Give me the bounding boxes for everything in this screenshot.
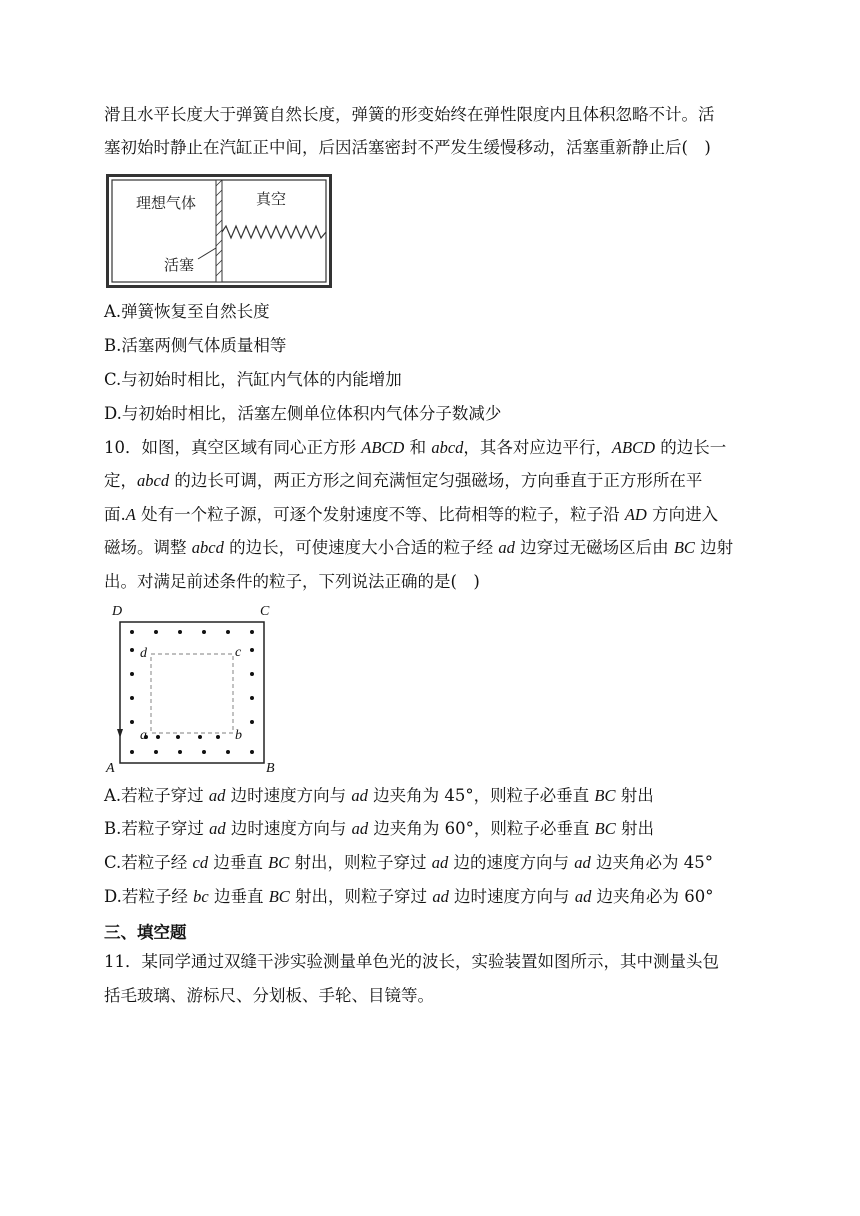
q10-option-c: C.若粒子经 cd 边垂直 BC 射出，则粒子穿过 ad 边的速度方向与 ad 边夹角必为 45° [104,853,713,872]
field-dot [154,630,158,634]
q9-option-b: B.活塞两侧气体质量相等 [104,336,287,355]
label-b: b [235,728,242,743]
field-dot [130,750,134,754]
q10-text-line-5: 出。对满足前述条件的粒子，下列说法正确的是( ) [104,572,480,591]
q10-option-a: A.若粒子穿过 ad 边时速度方向与 ad 边夹角为 45°，则粒子必垂直 BC 射出 [104,786,654,805]
cylinder-figure [106,174,332,288]
field-dot [178,750,182,754]
field-dot [226,750,230,754]
section-title: 三、填空题 [104,923,187,942]
field-dot [154,750,158,754]
arrow-up-icon [117,729,123,738]
field-dot [130,630,134,634]
piston-label: 活塞 [164,256,195,274]
field-dot [178,630,182,634]
square-field-figure [100,600,280,776]
field-dot [250,672,254,676]
q9-text-line-1: 滑且水平长度大于弹簧自然长度，弹簧的形变始终在弹性限度内且体积忽略不计。活 [104,105,715,124]
field-dot [226,630,230,634]
field-dot [250,648,254,652]
field-dot [198,735,202,739]
label-C: C [260,604,270,619]
field-dot [176,735,180,739]
label-d: d [140,646,147,661]
label-D: D [112,604,123,619]
q9-option-d: D.与初始时相比，活塞左侧单位体积内气体分子数减少 [104,404,502,423]
field-dot [130,648,134,652]
field-dot [202,630,206,634]
q10-text-line-2: 定，abcd 的边长可调，两正方形之间充满恒定匀强磁场，方向垂直于正方形所在平 [104,471,703,490]
field-dot [250,696,254,700]
gas-label: 理想气体 [136,194,197,212]
q11-text-line-2: 括毛玻璃、游标尺、分划板、手轮、目镜等。 [104,986,434,1005]
q9-option-a: A.弹簧恢复至自然长度 [104,302,270,321]
label-c: c [235,645,242,660]
field-dot [216,735,220,739]
label-a: a [140,728,147,743]
field-dot [250,630,254,634]
q10-text-line-1: 10．如图，真空区域有同心正方形 ABCD 和 abcd，其各对应边平行，ABCD 的边长一 [104,438,727,457]
q10-text-line-4: 磁场。调整 abcd 的边长，可使速度大小合适的粒子经 ad 边穿过无磁场区后由 BC 边射 [104,538,734,557]
field-dot [156,735,160,739]
field-dot [250,720,254,724]
field-dot [130,672,134,676]
vacuum-label: 真空 [256,190,287,208]
field-dot [130,696,134,700]
q11-text-line-1: 11．某同学通过双缝干涉实验测量单色光的波长，实验装置如图所示，其中测量头包 [104,952,719,971]
label-B: B [266,761,275,776]
spring [222,226,326,238]
q9-option-c: C.与初始时相比，汽缸内气体的内能增加 [104,370,402,389]
q10-option-b: B.若粒子穿过 ad 边时速度方向与 ad 边夹角为 60°，则粒子必垂直 BC 射出 [104,819,654,838]
q10-option-d: D.若粒子经 bc 边垂直 BC 射出，则粒子穿过 ad 边时速度方向与 ad 边夹角必为 60° [104,887,714,906]
q9-text-line-2: 塞初始时静止在汽缸正中间，后因活塞密封不严发生缓慢移动，活塞重新静止后( ) [104,138,711,157]
label-A: A [106,761,115,776]
piston [216,180,222,282]
field-dot [130,720,134,724]
piston-pointer [198,248,216,259]
field-dot [250,750,254,754]
field-dot [202,750,206,754]
inner-square [151,654,233,733]
q10-text-line-3: 面.A 处有一个粒子源，可逐个发射速度不等、比荷相等的粒子，粒子沿 AD 方向进入 [104,505,719,524]
